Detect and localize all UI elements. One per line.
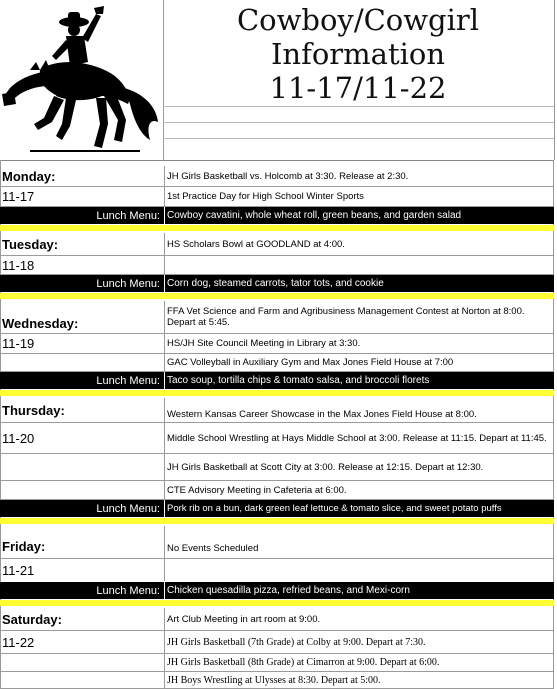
day-name: Saturday: xyxy=(2,611,62,627)
event-text: Western Kansas Career Showcase in the Max Jones Field House at 8:00. xyxy=(164,398,554,422)
header-divider xyxy=(163,0,164,160)
day-name: Tuesday: xyxy=(2,236,59,252)
lunch-label: Lunch Menu: xyxy=(96,502,160,515)
event-text: Art Club Meeting in art room at 9:00. xyxy=(164,608,554,630)
lunch-text: Taco soup, tortilla chips & tomato salsa, and broccoli florets xyxy=(164,372,554,389)
event-text: 1st Practice Day for High School Winter Sports xyxy=(164,187,554,206)
event-text: JH Girls Basketball vs. Holcomb at 3:30. Release at 2:30. xyxy=(164,166,554,186)
page-title-line-2: Information xyxy=(270,37,446,71)
header-right-border xyxy=(554,0,555,160)
event-text: HS Scholars Bowl at GOODLAND at 4:00. xyxy=(164,233,554,255)
yellow-divider xyxy=(0,600,554,606)
event-text: Middle School Wrestling at Hays Middle School at 3:00. Release at 11:15. Depart at 11:45. xyxy=(164,423,554,453)
saturday-row-4 xyxy=(0,672,554,689)
wednesday-lunch-row xyxy=(0,372,554,389)
monday-row-2 xyxy=(0,187,554,207)
event-text: GAC Volleyball in Auxiliary Gym and Max Jones Field House at 7:00 xyxy=(164,354,554,371)
day-date: 11-22 xyxy=(2,634,35,650)
day-date: 11-20 xyxy=(2,430,35,446)
day-name: Monday: xyxy=(2,168,56,184)
lunch-label: Lunch Menu: xyxy=(96,277,160,290)
lunch-text: Cowboy cavatini, whole wheat roll, green beans, and garden salad xyxy=(164,207,554,224)
day-date: 11-21 xyxy=(2,562,35,578)
yellow-divider xyxy=(0,390,554,396)
page-title-line-3: 11-17/11-22 xyxy=(269,71,447,105)
yellow-divider xyxy=(0,518,554,524)
event-text: JH Girls Basketball (8th Grade) at Cimarron at 9:00. Depart at 6:00. xyxy=(164,654,554,671)
event-text: No Events Scheduled xyxy=(164,526,554,558)
bucking-bronco-rider-icon xyxy=(0,0,163,158)
thursday-row-3 xyxy=(0,454,554,481)
monday-row-1 xyxy=(0,166,554,187)
thursday-lunch-row xyxy=(0,500,554,517)
saturday-row-3 xyxy=(0,654,554,672)
event-text: JH Boys Wrestling at Ulysses at 8:30. Depart at 5:00. xyxy=(164,672,554,688)
thursday-row-4 xyxy=(0,481,554,500)
day-date: 11-17 xyxy=(2,189,35,204)
event-text: JH Girls Basketball (7th Grade) at Colby at 9:00. Depart at 7:30. xyxy=(164,631,554,653)
day-date: 11-19 xyxy=(2,336,35,351)
page-title-line-1: Cowboy/Cowgirl xyxy=(236,3,480,37)
yellow-divider xyxy=(0,293,554,299)
event-text: HS/JH Site Council Meeting in Library at 3:30. xyxy=(164,334,554,353)
event-text: JH Girls Basketball at Scott City at 3:00. Release at 12:15. Depart at 12:30. xyxy=(164,454,554,480)
event-text: FFA Vet Science and Farm and Agribusiness Management Contest at Norton at 8:00. Depart at 5:45. xyxy=(164,301,554,333)
lunch-label: Lunch Menu: xyxy=(96,584,160,597)
lunch-label: Lunch Menu: xyxy=(96,209,160,222)
lunch-text: Pork rib on a bun, dark green leaf lettuce & tomato slice, and sweet potato puffs xyxy=(164,500,554,517)
yellow-divider xyxy=(0,225,554,231)
tuesday-lunch-row xyxy=(0,275,554,292)
wednesday-row-3 xyxy=(0,354,554,372)
day-date: 11-18 xyxy=(2,257,35,273)
lunch-text: Corn dog, steamed carrots, tator tots, and cookie xyxy=(164,275,554,292)
friday-row-1 xyxy=(0,526,554,559)
event-text: CTE Advisory Meeting in Cafeteria at 6:00. xyxy=(164,481,554,499)
day-name: Wednesday: xyxy=(2,316,79,331)
thursday-row-1 xyxy=(0,398,554,423)
friday-lunch-row xyxy=(0,582,554,599)
wednesday-row-1 xyxy=(0,301,554,334)
monday-lunch-row xyxy=(0,207,554,224)
thursday-row-2 xyxy=(0,423,554,454)
saturday-row-1 xyxy=(0,608,554,631)
lunch-text: Chicken quesadilla pizza, refried beans, and Mexi-corn xyxy=(164,582,554,599)
friday-row-2 xyxy=(0,559,554,581)
saturday-row-2 xyxy=(0,631,554,654)
day-name: Thursday: xyxy=(2,402,65,418)
lunch-label: Lunch Menu: xyxy=(96,374,160,387)
tuesday-row-2 xyxy=(0,256,554,275)
wednesday-row-2 xyxy=(0,334,554,354)
day-name: Friday: xyxy=(2,539,46,554)
tuesday-row-1 xyxy=(0,233,554,256)
